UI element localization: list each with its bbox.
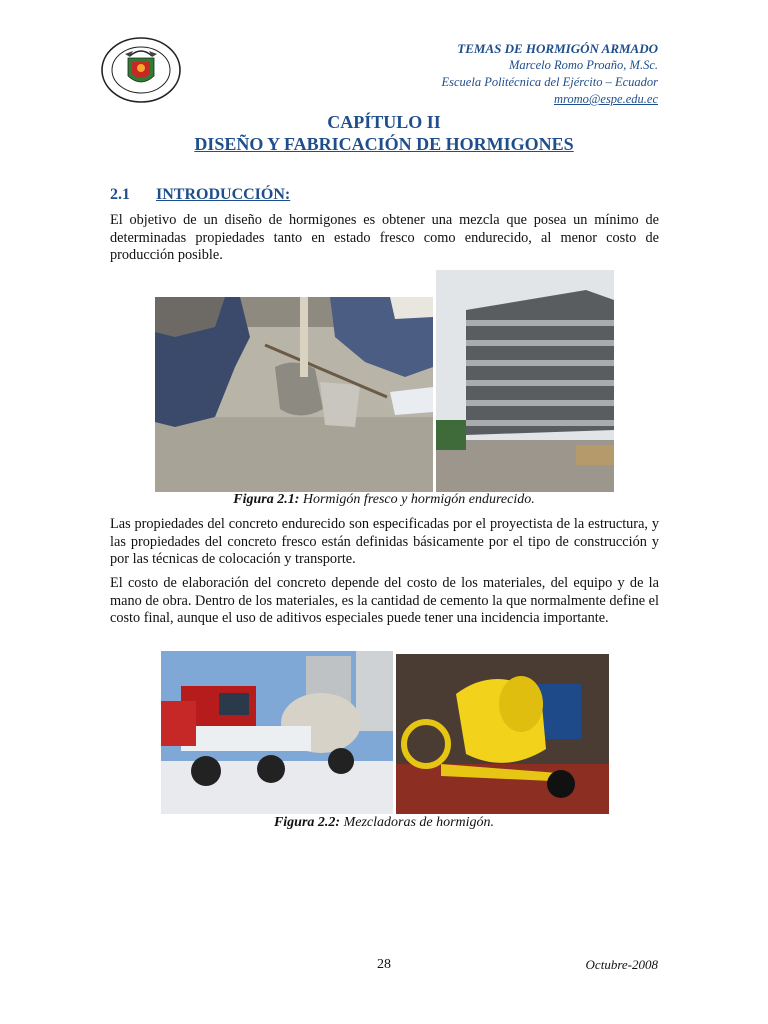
section-title: INTRODUCCIÓN:: [156, 186, 291, 203]
institution-seal: [100, 36, 182, 104]
figure-caption-text-2-1: Hormigón fresco y hormigón endurecido.: [299, 492, 535, 507]
paragraph-objective: El objetivo de un diseño de hormigones es obtener una mezcla que posea un mínimo de determinadas propiedades tanto en estado fresco como endurecido, al menor costo de producción posible.: [110, 212, 659, 263]
chapter-number: CAPÍTULO II: [327, 112, 441, 132]
paragraph-cost: El costo de elaboración del concreto depende del costo de los materiales, del equipo y de la mano de obra. Dentro de los materiales, es la cantidad de cemento la que normalmente define el costo final, aunque el uso de aditivos especiales puede tener una incidencia importante.: [110, 575, 659, 626]
figure-caption-text-2-2: Mezcladoras de hormigón.: [340, 815, 495, 830]
figure-label-2-1: Figura 2.1:: [233, 492, 300, 507]
header-author: Marcelo Romo Proaño, M.Sc.: [508, 58, 658, 72]
figure-label-2-2: Figura 2.2:: [273, 815, 341, 830]
header-email-link[interactable]: mromo@espe.edu.ec: [553, 92, 658, 106]
running-header: [442, 40, 659, 108]
figure-caption-2-1: [0, 492, 768, 508]
header-book-title: TEMAS DE HORMIGÓN ARMADO: [457, 41, 658, 56]
section-number: 2.1: [110, 186, 130, 203]
photo-hardened-concrete-building: [436, 270, 614, 492]
chapter-title: DISEÑO Y FABRICACIÓN DE HORMIGONES: [194, 134, 574, 154]
section-heading: [110, 186, 290, 204]
photo-portable-cement-mixer: [396, 654, 609, 814]
header-institution: Escuela Politécnica del Ejército – Ecuador: [441, 75, 658, 89]
figure-caption-2-2: [0, 815, 768, 831]
photo-fresh-concrete-slump-test: [155, 297, 433, 492]
photo-concrete-mixer-truck: [161, 651, 393, 814]
page-number: 28: [377, 957, 391, 972]
paragraph-properties: Las propiedades del concreto endurecido son especificadas por el proyectista de la estructura, y las propiedades del concreto fresco están definidas básicamente por el tipo de construcción y por las técnicas de colocación y transporte.: [110, 516, 659, 567]
footer-date: Octubre-2008: [585, 957, 658, 972]
